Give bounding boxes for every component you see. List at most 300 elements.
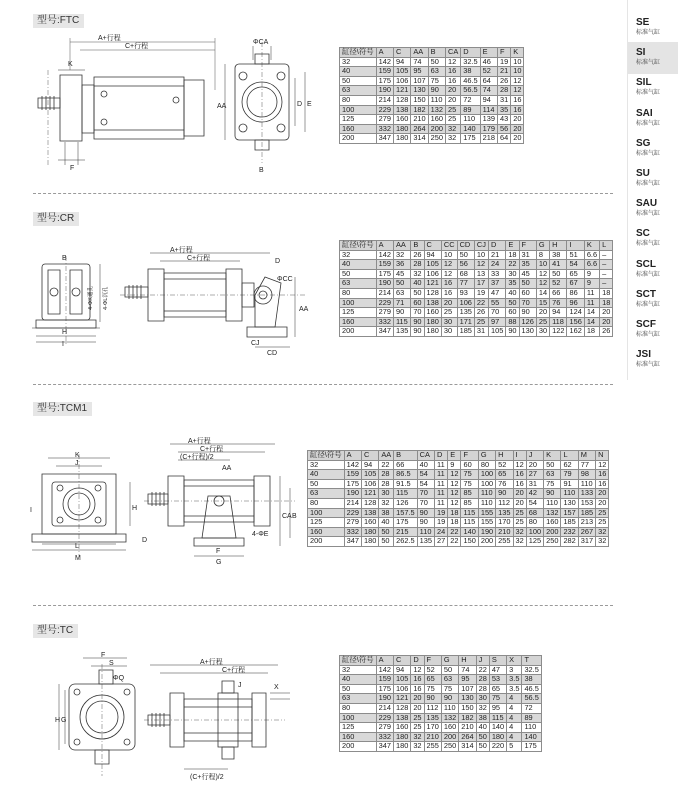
table-header-cell: E [506,241,519,251]
sidebar-item-code: SU [636,168,650,179]
ftc-label-f: F [70,165,75,172]
table-cell: 11 [435,479,448,489]
table-cell: 214 [376,95,393,105]
cr-spec-table [339,240,613,337]
ftc-front-drawing [215,38,320,178]
table-cell: 47 [489,665,506,675]
table-cell: 250 [428,134,445,144]
table-cell: 95 [489,703,506,713]
table-cell: 25 [411,723,424,733]
sidebar-item-sil[interactable] [628,72,678,104]
table-header-cell: J [526,451,543,461]
table-cell: 210 [424,732,441,742]
table-cell: 279 [376,723,393,733]
table-cell: 11 [584,298,599,308]
ftc-label-ca: ΦCA [253,39,269,46]
table-cell: 30 [506,269,519,279]
table-cell: 180 [424,317,441,327]
table-cell: 20 [526,460,543,470]
table-cell: 110 [417,527,434,537]
table-cell: 215 [394,527,418,537]
ftc-label-b: B [259,167,264,174]
table-cell: 126 [394,498,418,508]
table-cell: 12 [411,665,424,675]
tc-label-g: G [61,717,67,724]
tcm1-label-c: C+行程 [200,446,224,453]
sidebar-item-sub: 标准气缸 [636,332,661,338]
table-cell: 52 [480,67,497,77]
section-divider [33,384,613,385]
sidebar-item-jsi[interactable] [628,344,678,376]
table-header-row [340,241,613,251]
table-cell: 125 [340,723,377,733]
table-cell: 88 [506,317,519,327]
table-cell: 160 [308,527,345,537]
table-row [340,95,524,105]
table-cell: 106 [457,298,474,308]
table-cell: 153 [578,498,595,508]
table-cell: 20 [511,134,524,144]
table-cell: 37 [488,279,505,289]
table-cell: 190 [376,86,393,96]
table-header-cell: D [488,241,505,251]
table-cell: 150 [411,95,428,105]
table-cell: 86.5 [394,470,418,480]
table-header-cell: CC [441,241,457,251]
table-cell: 115 [393,317,410,327]
table-header-cell: X [507,656,522,666]
table-cell: 10 [511,57,524,67]
table-cell: 250 [441,742,458,752]
table-cell: 110 [428,95,445,105]
table-cell: 12 [448,489,461,499]
table-cell: 12 [474,260,488,270]
table-cell: 46.5 [522,684,541,694]
table-cell: 12 [511,76,524,86]
table-cell: 262.5 [394,537,418,547]
table-cell: 6.6 [584,250,599,260]
table-cell: 20 [600,308,613,318]
table-header-cell: 缸径\符号 [340,241,377,251]
table-cell: 30 [441,317,457,327]
table-cell: 12 [536,269,549,279]
table-cell: 65 [496,470,513,480]
table-cell: 75 [424,684,441,694]
table-cell: 185 [561,518,578,528]
table-row [340,308,613,318]
table-cell: 106 [393,76,410,86]
sidebar-item-sai[interactable] [628,103,678,135]
sidebar-item-code: SCT [636,288,656,300]
sidebar-item-si[interactable] [628,42,678,74]
table-cell: 110 [578,479,595,489]
table-header-cell: C [393,656,410,666]
table-cell: 20 [513,489,526,499]
table-cell: 46.5 [461,76,480,86]
table-cell: 110 [461,115,480,125]
table-cell: 110 [522,723,541,733]
table-cell: 52 [424,665,441,675]
table-cell: 75 [441,684,458,694]
table-cell: 54 [567,260,584,270]
table-cell: 46 [480,57,497,67]
ftc-spec-table [339,47,524,144]
table-cell: 40 [476,723,489,733]
table-cell: 70 [411,308,424,318]
table-cell: 105 [424,260,441,270]
table-cell: 11 [584,288,599,298]
table-header-cell: I [513,451,526,461]
table-cell: 9 [584,269,599,279]
ftc-label-c: C+行程 [125,43,149,50]
ftc-label-a: A+行程 [98,35,121,42]
table-cell: 32 [596,537,609,547]
table-row [340,675,542,685]
table-cell: 25 [596,508,609,518]
table-cell: 85 [461,498,478,508]
table-header-row [340,656,542,666]
table-cell: 200 [478,537,495,547]
sidebar-item-scf[interactable] [628,314,678,346]
table-cell: 40 [340,260,377,270]
table-header-cell: F [498,48,511,58]
table-cell: 160 [441,723,458,733]
table-cell: 267 [578,527,595,537]
table-cell: 332 [376,317,393,327]
tcm1-label-b: B [292,513,297,520]
table-cell: 28 [379,479,394,489]
table-header-cell: G [441,656,458,666]
table-cell: 190 [344,489,361,499]
table-header-cell: M [578,451,595,461]
cr-label-cc: ΦCC [277,276,293,283]
tc-spec-table [339,655,542,752]
table-cell: 160 [428,115,445,125]
table-cell: 107 [411,76,428,86]
table-cell: 93 [457,288,474,298]
table-cell: 90 [393,308,410,318]
table-cell: 317 [578,537,595,547]
table-cell: 170 [424,723,441,733]
table-cell: 94 [424,250,441,260]
ftc-label-d: D [297,101,303,108]
table-cell: 42 [526,489,543,499]
table-cell: 107 [459,684,476,694]
table-cell: 190 [376,694,393,704]
table-cell: 213 [578,518,595,528]
table-cell: 40 [340,67,377,77]
table-cell: 16 [446,76,461,86]
table-cell: 40 [379,518,394,528]
section-divider [33,605,613,606]
table-cell: 255 [496,537,513,547]
series-sidebar [627,0,678,380]
table-header-cell: L [561,451,578,461]
table-cell: 19 [474,288,488,298]
table-row [340,260,613,270]
table-cell: 96 [567,298,584,308]
table-cell: 125 [308,518,345,528]
sidebar-item-code: SC [636,228,650,240]
table-cell: 70 [519,298,536,308]
sidebar-item-sg[interactable] [628,133,678,165]
table-cell: 60 [411,298,424,308]
table-cell: 50 [476,732,489,742]
table-header-cell: K [544,451,561,461]
table-cell: 56.5 [461,86,480,96]
table-cell: 10 [536,260,549,270]
table-cell: 180 [393,124,410,134]
table-cell: 4 [507,713,522,723]
cr-label-c: C+行程 [187,255,211,262]
table-cell: 11 [435,489,448,499]
table-cell: 74 [411,57,428,67]
table-cell: 40 [308,470,345,480]
table-cell: 25 [441,308,457,318]
table-cell: 106 [361,479,378,489]
table-cell: 31 [474,327,488,337]
table-cell: 20 [446,95,461,105]
table-cell: 128 [393,95,410,105]
table-cell: 40 [340,675,377,685]
table-cell: 5 [507,742,522,752]
table-cell: 214 [376,288,393,298]
table-cell: 314 [411,134,428,144]
table-cell: 97 [488,317,505,327]
table-cell: 10 [511,67,524,77]
table-header-cell: F [424,656,441,666]
table-cell: 159 [376,260,393,270]
table-cell: 16 [441,288,457,298]
table-cell: 10 [474,250,488,260]
table-header-cell: H [496,451,513,461]
table-cell: 200 [428,124,445,134]
table-cell: 112 [496,498,513,508]
table-cell: 94 [550,308,567,318]
tc-end-drawing [55,654,145,784]
table-cell: 25 [536,317,549,327]
sidebar-item-code: SI [636,47,646,59]
table-cell: 19 [435,518,448,528]
table-cell: 105 [488,327,505,337]
table-cell: 60 [461,460,478,470]
table-cell: 110 [561,489,578,499]
table-cell: – [600,279,613,289]
table-cell: 32 [476,703,489,713]
table-cell: 229 [376,298,393,308]
table-cell: 16 [511,105,524,115]
table-cell: 18 [584,327,599,337]
table-header-cell: 缸径\符号 [308,451,345,461]
section-tcm1 [0,390,626,600]
table-cell: 12 [448,479,461,489]
table-cell: 16 [511,95,524,105]
sidebar-item-sau[interactable] [628,193,678,225]
table-cell: – [600,250,613,260]
table-cell: 32 [446,124,461,134]
cr-label-hole-b: 4-ΦL沉孔 [103,286,109,310]
table-cell: 32 [446,134,461,144]
table-cell: 20 [441,298,457,308]
table-cell: 12 [441,269,457,279]
table-cell: 77 [457,279,474,289]
table-cell: 9 [584,279,599,289]
table-cell: 4 [507,723,522,733]
table-cell: 13 [474,269,488,279]
sidebar-item-sc[interactable] [628,223,678,255]
table-cell: 30 [536,327,549,337]
table-cell: 180 [361,537,378,547]
table-cell: 175 [344,479,361,489]
table-cell: 52 [550,279,567,289]
table-cell: 68 [526,508,543,518]
table-cell: 157 [561,508,578,518]
table-header-cell: E [448,451,461,461]
sidebar-item-se[interactable] [628,12,678,44]
table-cell: 19 [498,57,511,67]
cr-label-aa: AA [299,306,309,313]
table-cell: 20 [513,498,526,508]
table-cell: 175 [376,684,393,694]
table-cell: 159 [376,675,393,685]
table-cell: 70 [417,498,434,508]
table-cell: 210 [459,723,476,733]
table-cell: 21 [488,250,505,260]
table-cell: 22 [448,537,461,547]
table-cell: 90 [428,86,445,96]
table-cell: 100 [308,508,345,518]
table-cell: 16 [441,279,457,289]
table-cell: 105 [361,470,378,480]
tc-label-q: ΦQ [113,675,125,682]
sidebar-item-su[interactable] [628,163,678,195]
table-cell: 100 [478,470,495,480]
table-cell: 279 [376,115,393,125]
table-cell: 28 [379,470,394,480]
table-cell: 105 [393,675,410,685]
table-cell: 100 [340,713,377,723]
sidebar-item-sub: 标准气缸 [636,150,661,157]
table-cell: 157.5 [394,508,418,518]
table-cell: 50 [379,537,394,547]
table-cell: 140 [489,723,506,733]
table-cell: 71 [393,298,410,308]
table-cell: 115 [394,489,418,499]
table-cell: 90 [411,317,424,327]
table-cell: 50 [308,479,345,489]
table-cell: 64 [480,76,497,86]
table-header-cell: G [536,241,549,251]
cr-side-drawing [115,247,330,357]
table-cell: 229 [344,508,361,518]
table-header-cell: C [393,48,410,58]
table-cell: 75 [461,479,478,489]
table-cell: 31 [526,479,543,489]
table-cell: 22 [474,298,488,308]
table-cell: 180 [424,327,441,337]
section-ftc [0,0,626,200]
table-cell: 45 [393,269,410,279]
table-cell: 63 [340,86,377,96]
sidebar-item-sct[interactable] [628,284,678,316]
table-cell: 55 [488,298,505,308]
sidebar-item-sub: 标准气缸 [636,362,661,369]
table-cell: 162 [567,327,584,337]
table-cell: 12 [511,86,524,96]
table-cell: 90 [544,489,561,499]
table-cell: 18 [448,518,461,528]
table-cell: 15 [536,298,549,308]
table-cell: 91.5 [394,479,418,489]
table-cell: 14 [536,288,549,298]
table-header-cell: N [596,451,609,461]
table-cell: 142 [376,250,393,260]
section-title: 型号:TC [33,624,78,638]
table-header-cell: S [489,656,506,666]
table-cell: 12 [446,57,461,67]
table-cell: 100 [526,527,543,537]
table-cell: 64 [498,134,511,144]
table-cell: 155 [478,508,495,518]
table-cell: 50 [340,269,377,279]
table-cell: 160 [424,308,441,318]
table-cell: 50 [340,76,377,86]
table-row [340,67,524,77]
table-cell: 138 [361,508,378,518]
table-cell: 160 [361,518,378,528]
tc-label-c: C+行程 [222,667,246,674]
table-cell: 200 [441,732,458,742]
table-cell: 140 [461,124,480,134]
table-cell: 50 [411,288,424,298]
table-cell: 115 [461,518,478,528]
table-cell: 332 [376,732,393,742]
table-cell: 138 [393,105,410,115]
table-cell: 32 [340,57,377,67]
table-row [340,115,524,125]
table-header-cell: A [376,241,393,251]
table-cell: 185 [457,327,474,337]
table-header-cell: CA [417,451,434,461]
table-cell: 106 [393,684,410,694]
ftc-label-k: K [68,61,73,68]
table-header-cell: 缸径\符号 [340,656,377,666]
table-cell: 35 [506,279,519,289]
table-cell: 347 [344,537,361,547]
table-cell: 77 [578,460,595,470]
table-cell: 50 [550,269,567,279]
table-cell: 94 [393,665,410,675]
table-cell: 95 [411,67,428,77]
table-cell: 63 [308,489,345,499]
table-cell: 16 [513,479,526,489]
table-cell: 24 [435,527,448,537]
tcm1-label-aa: AA [222,465,232,472]
table-cell: 27 [435,537,448,547]
table-cell: 12 [536,279,549,289]
table-cell: 175 [376,269,393,279]
tc-side-drawing [140,659,295,784]
sidebar-item-scl[interactable] [628,254,678,286]
table-cell: 32 [596,527,609,537]
table-cell: 279 [376,308,393,318]
table-cell: 20 [536,308,549,318]
table-cell: 50 [506,298,519,308]
table-cell: 200 [308,537,345,547]
table-cell: 26 [411,250,424,260]
table-cell: 132 [441,713,458,723]
table-cell: 130 [411,86,428,96]
